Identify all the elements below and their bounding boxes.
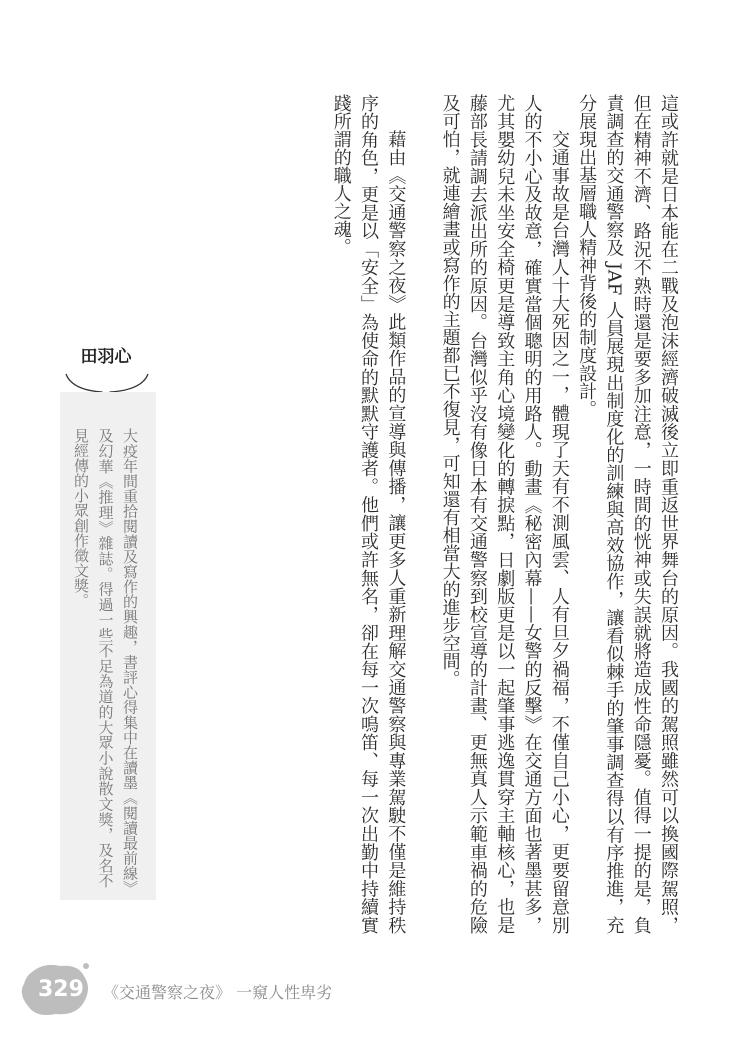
- running-title: 《交通警察之夜》 一窺人性卑劣: [103, 983, 333, 1002]
- author-bio: 大疫年間重拾閱讀及寫作的興趣，書評心得集中在讀墨《閱讀最前線》及幻華《推理》雜誌。得過一些不足為道的大眾小說散文獎，及名不見經傳的小眾創作徵文獎。: [72, 428, 139, 888]
- paragraph: 藉由《交通警察之夜》此類作品的宣導與傳播，讓更多人重新理解交通警察與專業駕駛不僅是維持秩序的角色，更是以「安全」為使命的默默守護者。他們或許無名，卻在每一次鳴笛、每一次出勤中持續實踐所謂的職人之魂。: [330, 94, 407, 934]
- author-bio-box: [60, 392, 156, 900]
- article-body: [300, 94, 682, 934]
- page-number: 329: [38, 977, 84, 1002]
- paragraph: 這或許就是日本能在二戰及泡沫經濟破滅後立即重返世界舞台的原因。我國的駕照雖然可以換國際駕照，但在精神不濟、路況不熟時還是要多加注意，一時間的恍神或失誤就將造成性命隱憂。值得一提的是，負責調查的交通警察及 JAF 人員展現出制度化的訓練與高效協作，讓看似棘手的肇事調查得以有序推進，充分展現出基層職人精神背後的制度設計。: [576, 94, 679, 934]
- paragraph: 交通事故是台灣人十大死因之一，體現了天有不測風雲、人有旦夕禍福，不僅自己小心，更要留意別人的不小心及故意，確實當個聰明的用路人。動畫《秘密內幕——女警的反擊》在交通方面也著墨甚多，尤其嬰幼兒未坐安全椅更是導致主角心境變化的轉捩點，日劇版更是以一起肇事逃逸貫穿主軸核心，也是藤部長請調去派出所的原因。台灣似乎沒有像日本有交通警察到校宣導的計畫、更無真人示範車禍的危險及可怕，就連繪畫或寫作的主題都已不復見，可知還有相當大的進步空間。: [439, 94, 570, 934]
- author-name: 田羽心: [80, 347, 132, 367]
